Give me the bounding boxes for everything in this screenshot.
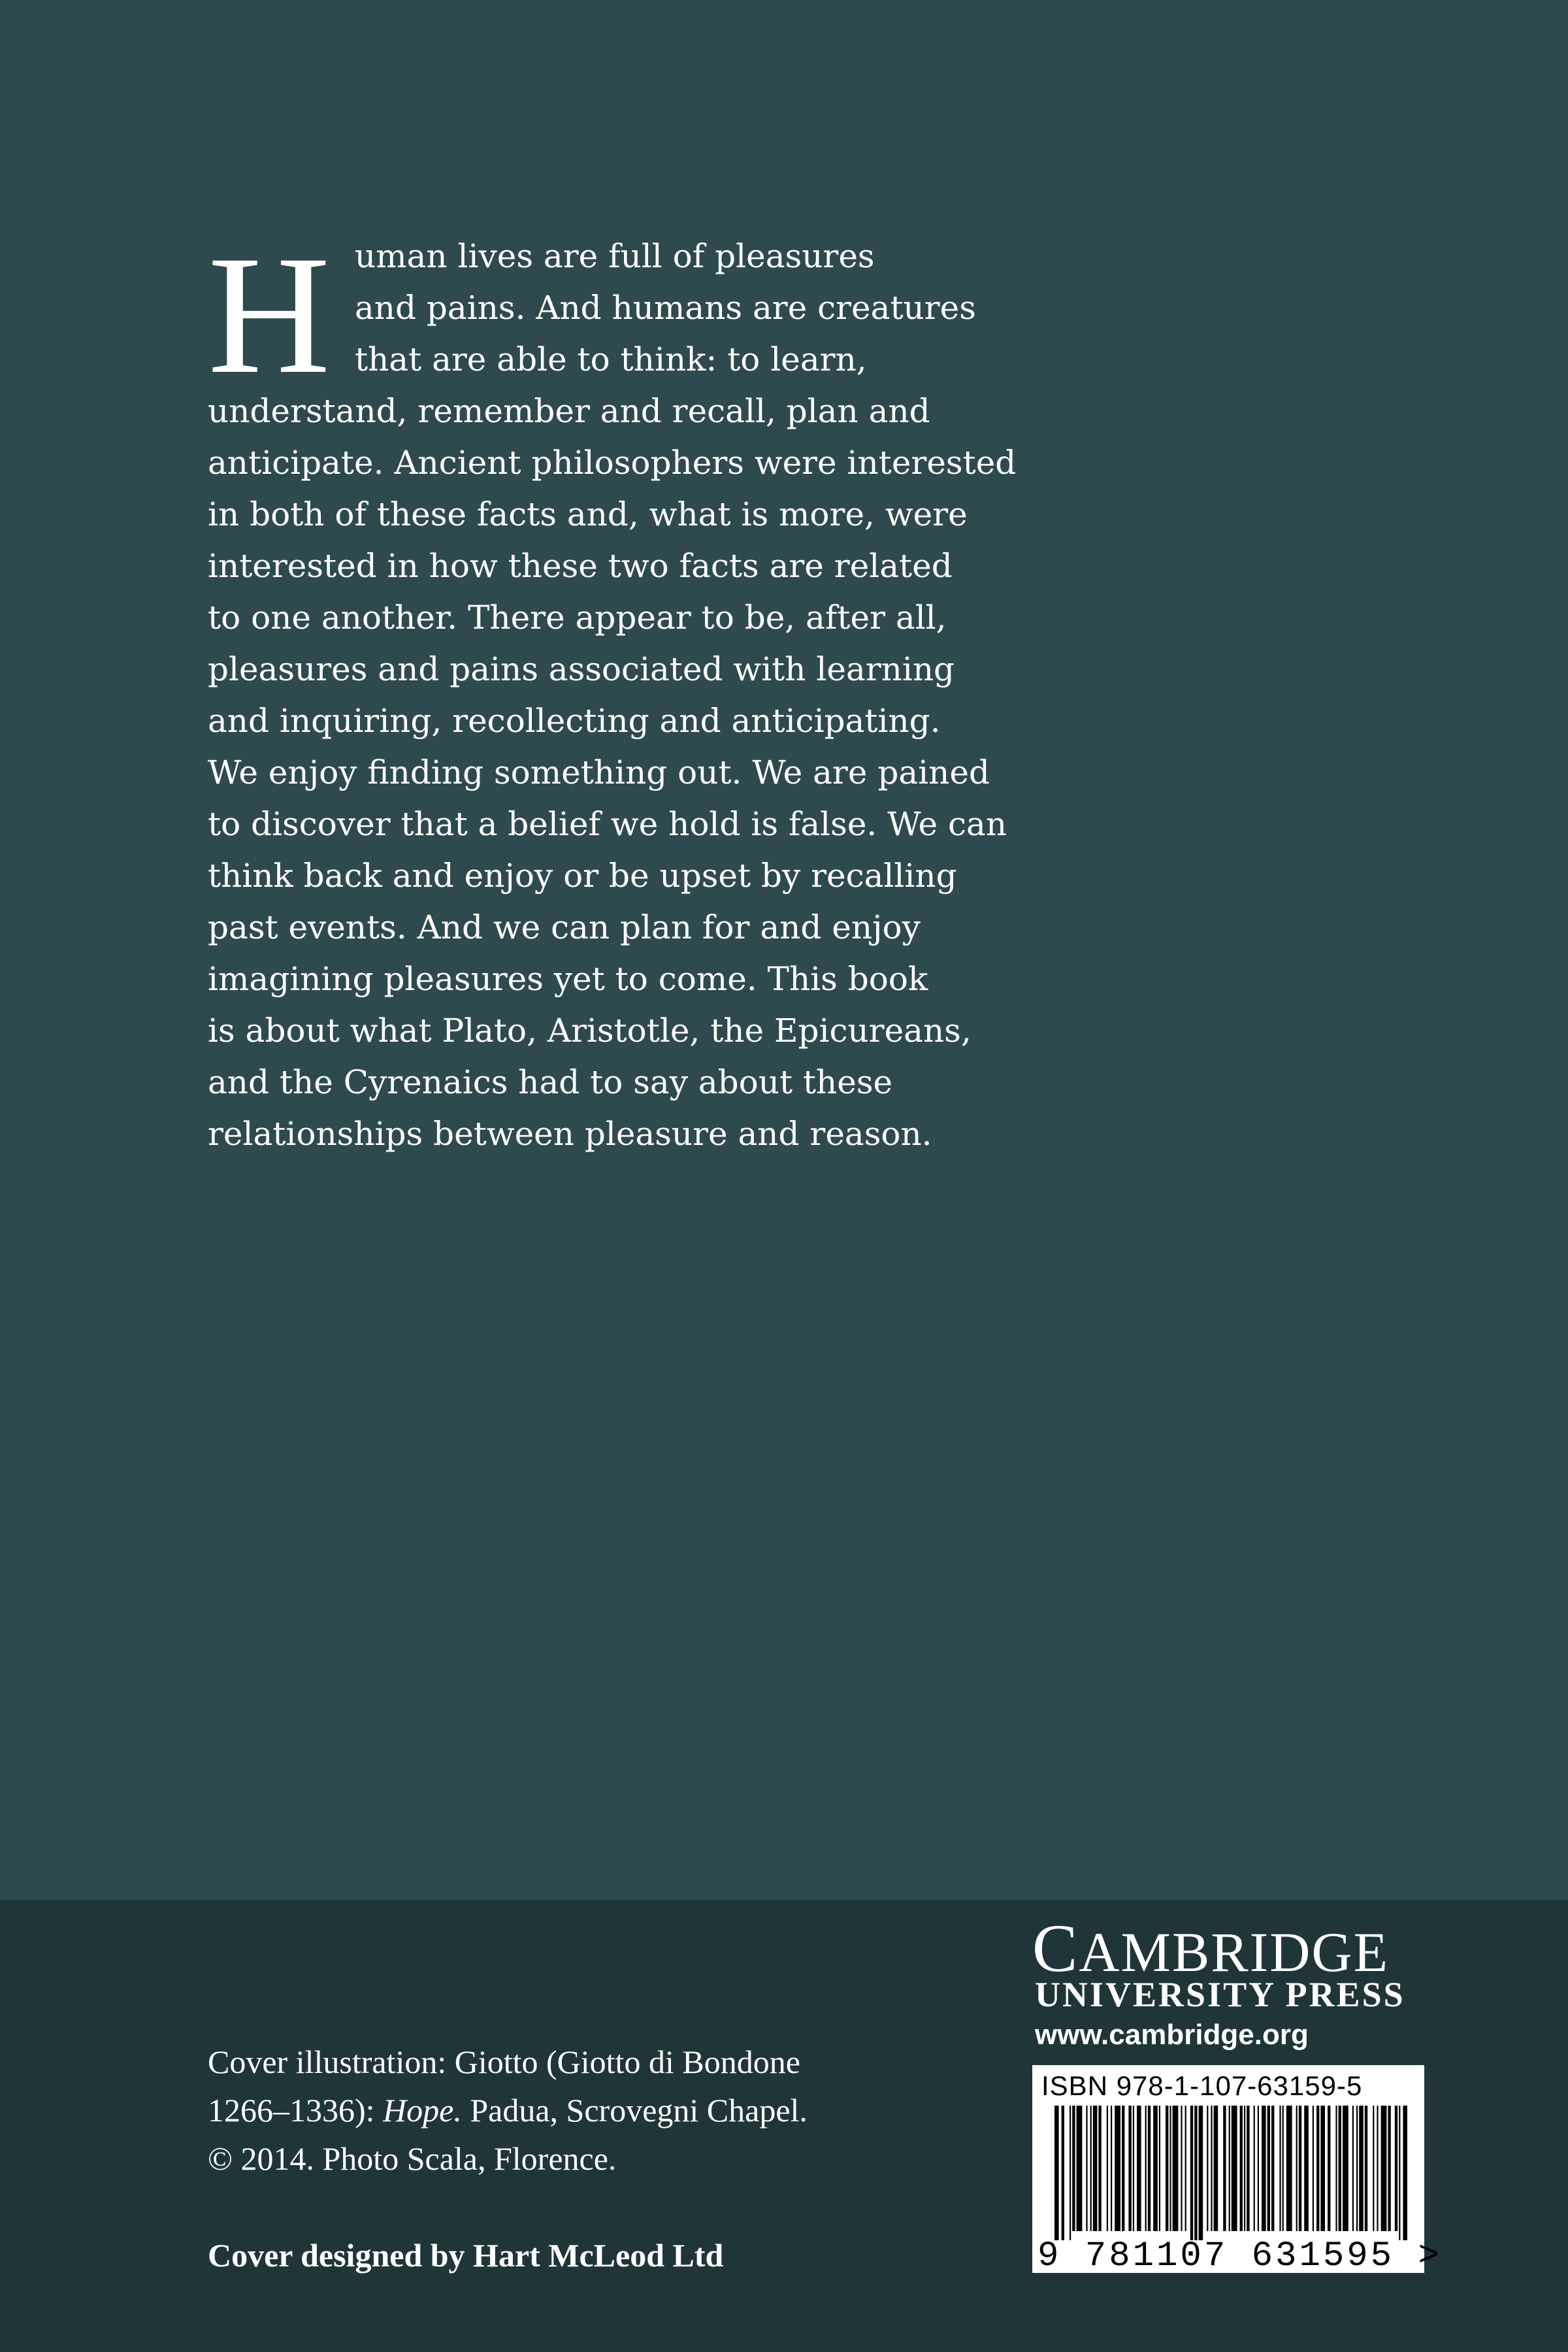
credit-text: 1266–1336): <box>208 2092 384 2128</box>
blurb-line: pleasures and pains associated with learning <box>208 650 955 688</box>
isbn-barcode <box>1032 2065 1442 2276</box>
blurb-line: and inquiring, recollecting and anticipating. <box>208 702 941 740</box>
drop-cap: H <box>208 221 331 409</box>
barcode-bar <box>1247 2106 1249 2231</box>
barcode-bar <box>1207 2106 1208 2231</box>
barcode-bar <box>1254 2106 1255 2231</box>
publisher-url: www.cambridge.org <box>1035 2019 1309 2051</box>
barcode-bar <box>1377 2106 1378 2231</box>
barcode-bar <box>1316 2106 1319 2231</box>
barcode-bar <box>1185 2106 1186 2231</box>
barcode-bar <box>1296 2106 1298 2231</box>
barcode-bar <box>1320 2106 1325 2231</box>
artwork-title: Hope. <box>383 2092 462 2128</box>
barcode-bar <box>1339 2106 1341 2231</box>
barcode-bar <box>1145 2106 1147 2231</box>
blurb-line: interested in how these two facts are related <box>208 547 953 585</box>
barcode-bar <box>1365 2106 1367 2231</box>
barcode-bar <box>1173 2106 1179 2231</box>
barcode-bar <box>1107 2106 1108 2231</box>
barcode-bar <box>1271 2106 1274 2231</box>
barcode-bar <box>1181 2106 1182 2231</box>
blurb-line: uman lives are full of pleasures <box>355 237 875 275</box>
isbn-label: ISBN 978-1-107-63159-5 <box>1041 2070 1363 2101</box>
blurb-line: understand, remember and recall, plan and <box>208 392 930 430</box>
barcode-bar <box>1086 2106 1087 2231</box>
publisher-name <box>1032 1911 1390 1986</box>
barcode-bar <box>1214 2106 1218 2231</box>
barcode-bar <box>1304 2106 1309 2231</box>
blurb-line: that are able to think: to learn, <box>355 340 867 378</box>
blurb-line: in both of these facts and, what is more, were <box>208 495 968 533</box>
barcode-bar <box>1190 2106 1193 2240</box>
barcode-bar <box>1244 2106 1245 2231</box>
barcode-bar <box>1194 2106 1197 2240</box>
barcode-bar <box>1093 2106 1098 2231</box>
barcode-bar <box>1211 2106 1212 2231</box>
publisher-name-rest: AMBRIDGE <box>1079 1921 1390 1983</box>
barcode-bar <box>1077 2106 1083 2231</box>
barcode-bar <box>1229 2106 1230 2231</box>
barcode-bar <box>1373 2106 1374 2231</box>
publisher-name-cap: C <box>1032 1911 1079 1986</box>
blurb-line: relationships between pleasure and reason. <box>208 1115 932 1153</box>
barcode-bar <box>1335 2106 1337 2231</box>
barcode-bar <box>1381 2106 1387 2231</box>
barcode-bar <box>1133 2106 1134 2231</box>
blurb-line: to one another. There appear to be, after all, <box>208 599 947 637</box>
barcode-bar <box>1090 2106 1092 2231</box>
barcode-bar <box>1070 2106 1071 2240</box>
barcode-bar <box>1352 2106 1354 2231</box>
barcode-bar <box>1072 2106 1075 2231</box>
barcode-bar <box>1286 2106 1292 2231</box>
barcode-bar <box>1115 2106 1120 2231</box>
illustration-credit-line: Cover illustration: Giotto (Giotto di Bondone <box>208 2044 800 2080</box>
barcode-bar <box>1240 2106 1243 2231</box>
barcode-bar <box>1169 2106 1171 2231</box>
barcode-bar <box>1122 2106 1124 2231</box>
barcode-bar <box>1328 2106 1330 2231</box>
blurb-line: imagining pleasures yet to come. This book <box>208 960 928 998</box>
blurb-line: and the Cyrenaics had to say about these <box>208 1063 893 1101</box>
barcode-bar <box>1153 2106 1158 2231</box>
barcode-bar <box>1299 2106 1301 2231</box>
barcode-bar <box>1258 2106 1259 2231</box>
blurb-line: and pains. And humans are creatures <box>355 289 976 327</box>
blurb-line: past events. And we can plan for and enjoy <box>208 908 921 946</box>
barcode-digits: 9 781107 631595 > <box>1037 2236 1442 2276</box>
barcode-bar <box>1054 2106 1059 2240</box>
barcode-bar <box>1148 2106 1151 2231</box>
blurb-line: We enjoy finding something out. We are pained <box>208 754 990 791</box>
publisher-subtitle: UNIVERSITY PRESS <box>1035 1975 1405 2014</box>
barcode-bar <box>1313 2106 1314 2231</box>
barcode-bar <box>1098 2106 1101 2231</box>
blurb-line: anticipate. Ancient philosophers were interested <box>208 444 1017 482</box>
barcode-bar <box>1262 2106 1266 2231</box>
barcode-bar <box>1232 2106 1237 2231</box>
barcode-bar <box>1279 2106 1281 2231</box>
barcode-bar <box>1111 2106 1112 2231</box>
designer-credit: Cover designed by Hart McLeod Ltd <box>208 2237 724 2274</box>
barcode-bar <box>1282 2106 1284 2231</box>
barcode-bar <box>1267 2106 1270 2231</box>
barcode-bar <box>1223 2106 1226 2231</box>
barcode-bar <box>1395 2106 1397 2231</box>
illustration-credit-line <box>208 2094 808 2127</box>
blurb-line: is about what Plato, Aristotle, the Epicureans, <box>208 1012 972 1050</box>
barcode-bar <box>1403 2106 1407 2240</box>
barcode-bar <box>1128 2106 1131 2231</box>
photo-credit-line: © 2014. Photo Scala, Florence. <box>208 2140 617 2177</box>
barcode-bar <box>1166 2106 1168 2231</box>
blurb-line: to discover that a belief we hold is false. We can <box>208 805 1007 843</box>
barcode-bar <box>1399 2106 1400 2240</box>
barcode-bar <box>1062 2106 1064 2240</box>
barcode-bar <box>1199 2106 1203 2240</box>
barcode-bar <box>1159 2106 1160 2231</box>
blurb-line: think back and enjoy or be upset by recalling <box>208 857 957 895</box>
barcode-bar <box>1137 2106 1141 2231</box>
barcode-bar <box>1359 2106 1364 2231</box>
credit-text: Padua, Scrovegni Chapel. <box>461 2092 808 2128</box>
barcode-bar <box>1343 2106 1348 2231</box>
barcode-bar <box>1356 2106 1358 2231</box>
barcode-bar <box>1388 2106 1390 2231</box>
